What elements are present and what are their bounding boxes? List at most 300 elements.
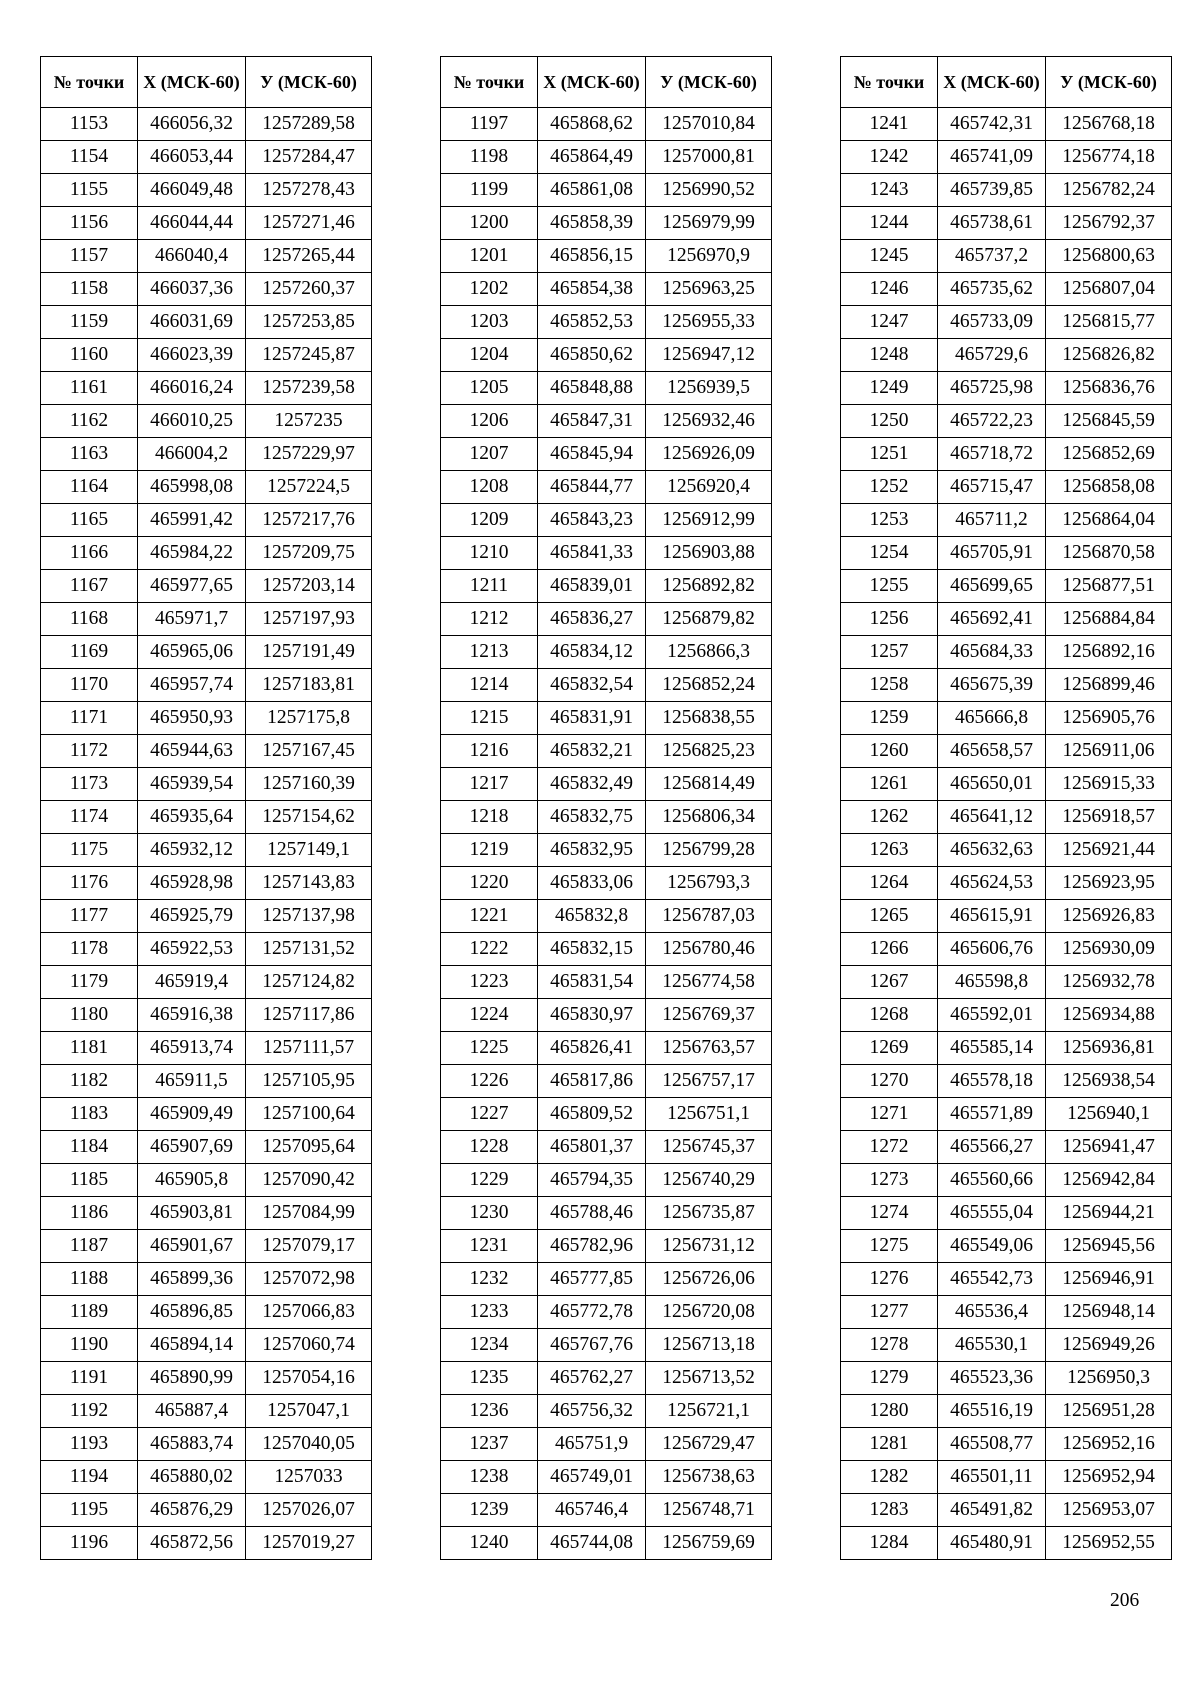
y-coordinate-cell: 1256926,09 xyxy=(646,438,772,471)
table-row xyxy=(441,603,772,636)
table-row xyxy=(441,570,772,603)
x-coordinate-cell: 465744,08 xyxy=(538,1527,646,1560)
y-coordinate-cell: 1256735,87 xyxy=(646,1197,772,1230)
y-coordinate-cell: 1257019,27 xyxy=(246,1527,372,1560)
point-number-cell: 1208 xyxy=(441,471,538,504)
x-coordinate-cell: 465830,97 xyxy=(538,999,646,1032)
point-number-cell: 1262 xyxy=(841,801,938,834)
point-number-cell: 1232 xyxy=(441,1263,538,1296)
point-number-cell: 1204 xyxy=(441,339,538,372)
header-x-coordinate: X (МСК-60) xyxy=(138,57,246,108)
y-coordinate-cell: 1256920,4 xyxy=(646,471,772,504)
table-row xyxy=(841,1131,1172,1164)
table-row xyxy=(441,306,772,339)
x-coordinate-cell: 465692,41 xyxy=(938,603,1046,636)
y-coordinate-cell: 1256921,44 xyxy=(1046,834,1172,867)
x-coordinate-cell: 465480,91 xyxy=(938,1527,1046,1560)
table-row xyxy=(41,1098,372,1131)
point-number-cell: 1269 xyxy=(841,1032,938,1065)
x-coordinate-cell: 465944,63 xyxy=(138,735,246,768)
point-number-cell: 1267 xyxy=(841,966,938,999)
table-row xyxy=(41,735,372,768)
table-row xyxy=(441,834,772,867)
y-coordinate-cell: 1256952,16 xyxy=(1046,1428,1172,1461)
table-row xyxy=(841,339,1172,372)
y-coordinate-cell: 1256930,09 xyxy=(1046,933,1172,966)
y-coordinate-cell: 1256884,84 xyxy=(1046,603,1172,636)
point-number-cell: 1253 xyxy=(841,504,938,537)
table-row xyxy=(41,372,372,405)
table-row xyxy=(441,1098,772,1131)
y-coordinate-cell: 1256945,56 xyxy=(1046,1230,1172,1263)
table-row xyxy=(41,537,372,570)
x-coordinate-cell: 465756,32 xyxy=(538,1395,646,1428)
point-number-cell: 1210 xyxy=(441,537,538,570)
x-coordinate-cell: 465809,52 xyxy=(538,1098,646,1131)
table-row xyxy=(441,240,772,273)
y-coordinate-cell: 1256836,76 xyxy=(1046,372,1172,405)
x-coordinate-cell: 465566,27 xyxy=(938,1131,1046,1164)
point-number-cell: 1282 xyxy=(841,1461,938,1494)
y-coordinate-cell: 1256923,95 xyxy=(1046,867,1172,900)
table-row xyxy=(441,867,772,900)
x-coordinate-cell: 465832,54 xyxy=(538,669,646,702)
x-coordinate-cell: 465542,73 xyxy=(938,1263,1046,1296)
y-coordinate-cell: 1257289,58 xyxy=(246,108,372,141)
x-coordinate-cell: 465729,6 xyxy=(938,339,1046,372)
point-number-cell: 1227 xyxy=(441,1098,538,1131)
x-coordinate-cell: 465832,95 xyxy=(538,834,646,867)
coordinate-table-2 xyxy=(440,56,772,1560)
table-row xyxy=(41,834,372,867)
table-row xyxy=(41,438,372,471)
x-coordinate-cell: 465957,74 xyxy=(138,669,246,702)
point-number-cell: 1261 xyxy=(841,768,938,801)
table-row xyxy=(441,339,772,372)
table-row xyxy=(41,702,372,735)
point-number-cell: 1199 xyxy=(441,174,538,207)
y-coordinate-cell: 1257224,5 xyxy=(246,471,372,504)
y-coordinate-cell: 1257117,86 xyxy=(246,999,372,1032)
y-coordinate-cell: 1256738,63 xyxy=(646,1461,772,1494)
y-coordinate-cell: 1256768,18 xyxy=(1046,108,1172,141)
page-number: 206 xyxy=(1110,1590,1140,1611)
y-coordinate-cell: 1257149,1 xyxy=(246,834,372,867)
x-coordinate-cell: 465725,98 xyxy=(938,372,1046,405)
table-row xyxy=(41,966,372,999)
y-coordinate-cell: 1256793,3 xyxy=(646,867,772,900)
table-row xyxy=(841,999,1172,1032)
y-coordinate-cell: 1256938,54 xyxy=(1046,1065,1172,1098)
table-row xyxy=(441,1263,772,1296)
table-row xyxy=(41,306,372,339)
y-coordinate-cell: 1257026,07 xyxy=(246,1494,372,1527)
x-coordinate-cell: 465839,01 xyxy=(538,570,646,603)
point-number-cell: 1257 xyxy=(841,636,938,669)
table-row xyxy=(41,999,372,1032)
header-y-coordinate: У (МСК-60) xyxy=(246,57,372,108)
y-coordinate-cell: 1256731,12 xyxy=(646,1230,772,1263)
table-row xyxy=(441,768,772,801)
x-coordinate-cell: 465841,33 xyxy=(538,537,646,570)
x-coordinate-cell: 465675,39 xyxy=(938,669,1046,702)
x-coordinate-cell: 465585,14 xyxy=(938,1032,1046,1065)
y-coordinate-cell: 1256763,57 xyxy=(646,1032,772,1065)
table-row xyxy=(41,1527,372,1560)
x-coordinate-cell: 465850,62 xyxy=(538,339,646,372)
table-row xyxy=(841,1164,1172,1197)
x-coordinate-cell: 465939,54 xyxy=(138,768,246,801)
y-coordinate-cell: 1256780,46 xyxy=(646,933,772,966)
table-row xyxy=(841,1296,1172,1329)
table-row xyxy=(841,1032,1172,1065)
point-number-cell: 1284 xyxy=(841,1527,938,1560)
point-number-cell: 1191 xyxy=(41,1362,138,1395)
y-coordinate-cell: 1256912,99 xyxy=(646,504,772,537)
table-row xyxy=(841,1197,1172,1230)
y-coordinate-cell: 1257154,62 xyxy=(246,801,372,834)
x-coordinate-cell: 465854,38 xyxy=(538,273,646,306)
point-number-cell: 1223 xyxy=(441,966,538,999)
y-coordinate-cell: 1257229,97 xyxy=(246,438,372,471)
table-row xyxy=(441,372,772,405)
point-number-cell: 1189 xyxy=(41,1296,138,1329)
x-coordinate-cell: 465872,56 xyxy=(138,1527,246,1560)
y-coordinate-cell: 1257054,16 xyxy=(246,1362,372,1395)
table-body xyxy=(41,108,372,1560)
x-coordinate-cell: 465722,23 xyxy=(938,405,1046,438)
table-row xyxy=(441,636,772,669)
point-number-cell: 1195 xyxy=(41,1494,138,1527)
point-number-cell: 1281 xyxy=(841,1428,938,1461)
x-coordinate-cell: 465935,64 xyxy=(138,801,246,834)
y-coordinate-cell: 1256926,83 xyxy=(1046,900,1172,933)
table-row xyxy=(441,1395,772,1428)
table-row xyxy=(841,1428,1172,1461)
x-coordinate-cell: 465890,99 xyxy=(138,1362,246,1395)
point-number-cell: 1255 xyxy=(841,570,938,603)
x-coordinate-cell: 465831,91 xyxy=(538,702,646,735)
point-number-cell: 1164 xyxy=(41,471,138,504)
table-row xyxy=(841,273,1172,306)
point-number-cell: 1235 xyxy=(441,1362,538,1395)
table-row xyxy=(441,471,772,504)
x-coordinate-cell: 466053,44 xyxy=(138,141,246,174)
point-number-cell: 1229 xyxy=(441,1164,538,1197)
x-coordinate-cell: 465738,61 xyxy=(938,207,1046,240)
x-coordinate-cell: 465832,21 xyxy=(538,735,646,768)
table-row xyxy=(841,603,1172,636)
y-coordinate-cell: 1256759,69 xyxy=(646,1527,772,1560)
x-coordinate-cell: 465868,62 xyxy=(538,108,646,141)
table-row xyxy=(41,1395,372,1428)
point-number-cell: 1250 xyxy=(841,405,938,438)
point-number-cell: 1279 xyxy=(841,1362,938,1395)
y-coordinate-cell: 1257253,85 xyxy=(246,306,372,339)
point-number-cell: 1177 xyxy=(41,900,138,933)
table-row xyxy=(441,702,772,735)
y-coordinate-cell: 1256845,59 xyxy=(1046,405,1172,438)
point-number-cell: 1187 xyxy=(41,1230,138,1263)
x-coordinate-cell: 465598,8 xyxy=(938,966,1046,999)
table-row xyxy=(441,108,772,141)
x-coordinate-cell: 465832,15 xyxy=(538,933,646,966)
y-coordinate-cell: 1257191,49 xyxy=(246,636,372,669)
point-number-cell: 1226 xyxy=(441,1065,538,1098)
table-row xyxy=(841,1230,1172,1263)
table-row xyxy=(441,999,772,1032)
point-number-cell: 1170 xyxy=(41,669,138,702)
y-coordinate-cell: 1257278,43 xyxy=(246,174,372,207)
point-number-cell: 1243 xyxy=(841,174,938,207)
x-coordinate-cell: 465909,49 xyxy=(138,1098,246,1131)
y-coordinate-cell: 1257260,37 xyxy=(246,273,372,306)
table-header xyxy=(41,57,372,108)
y-coordinate-cell: 1256946,91 xyxy=(1046,1263,1172,1296)
point-number-cell: 1241 xyxy=(841,108,938,141)
table-row xyxy=(441,1164,772,1197)
header-point-number: № точки xyxy=(441,57,538,108)
point-number-cell: 1242 xyxy=(841,141,938,174)
y-coordinate-cell: 1257175,8 xyxy=(246,702,372,735)
table-body xyxy=(441,108,772,1560)
table-row xyxy=(841,702,1172,735)
table-row xyxy=(41,1032,372,1065)
point-number-cell: 1239 xyxy=(441,1494,538,1527)
x-coordinate-cell: 465832,49 xyxy=(538,768,646,801)
x-coordinate-cell: 465739,85 xyxy=(938,174,1046,207)
x-coordinate-cell: 465919,4 xyxy=(138,966,246,999)
x-coordinate-cell: 465699,65 xyxy=(938,570,1046,603)
y-coordinate-cell: 1256949,26 xyxy=(1046,1329,1172,1362)
point-number-cell: 1154 xyxy=(41,141,138,174)
point-number-cell: 1169 xyxy=(41,636,138,669)
point-number-cell: 1230 xyxy=(441,1197,538,1230)
point-number-cell: 1236 xyxy=(441,1395,538,1428)
x-coordinate-cell: 465903,81 xyxy=(138,1197,246,1230)
point-number-cell: 1180 xyxy=(41,999,138,1032)
point-number-cell: 1181 xyxy=(41,1032,138,1065)
y-coordinate-cell: 1256826,82 xyxy=(1046,339,1172,372)
x-coordinate-cell: 465658,57 xyxy=(938,735,1046,768)
y-coordinate-cell: 1257095,64 xyxy=(246,1131,372,1164)
y-coordinate-cell: 1256806,34 xyxy=(646,801,772,834)
x-coordinate-cell: 465977,65 xyxy=(138,570,246,603)
point-number-cell: 1260 xyxy=(841,735,938,768)
x-coordinate-cell: 465742,31 xyxy=(938,108,1046,141)
x-coordinate-cell: 465624,53 xyxy=(938,867,1046,900)
y-coordinate-cell: 1256950,3 xyxy=(1046,1362,1172,1395)
y-coordinate-cell: 1256870,58 xyxy=(1046,537,1172,570)
y-coordinate-cell: 1257040,05 xyxy=(246,1428,372,1461)
point-number-cell: 1256 xyxy=(841,603,938,636)
y-coordinate-cell: 1256944,21 xyxy=(1046,1197,1172,1230)
table-row xyxy=(41,1065,372,1098)
point-number-cell: 1215 xyxy=(441,702,538,735)
table-row xyxy=(841,801,1172,834)
table-row xyxy=(41,1329,372,1362)
y-coordinate-cell: 1256726,06 xyxy=(646,1263,772,1296)
x-coordinate-cell: 465843,23 xyxy=(538,504,646,537)
header-point-number: № точки xyxy=(841,57,938,108)
x-coordinate-cell: 465735,62 xyxy=(938,273,1046,306)
table-row xyxy=(441,669,772,702)
y-coordinate-cell: 1256729,47 xyxy=(646,1428,772,1461)
x-coordinate-cell: 465896,85 xyxy=(138,1296,246,1329)
point-number-cell: 1225 xyxy=(441,1032,538,1065)
table-header xyxy=(441,57,772,108)
table-row xyxy=(441,1296,772,1329)
point-number-cell: 1197 xyxy=(441,108,538,141)
x-coordinate-cell: 465928,98 xyxy=(138,867,246,900)
x-coordinate-cell: 465536,4 xyxy=(938,1296,1046,1329)
header-y-coordinate: У (МСК-60) xyxy=(1046,57,1172,108)
y-coordinate-cell: 1257265,44 xyxy=(246,240,372,273)
table-row xyxy=(41,141,372,174)
x-coordinate-cell: 465788,46 xyxy=(538,1197,646,1230)
y-coordinate-cell: 1257209,75 xyxy=(246,537,372,570)
table-row xyxy=(41,1296,372,1329)
header-point-number: № точки xyxy=(41,57,138,108)
x-coordinate-cell: 465794,35 xyxy=(538,1164,646,1197)
x-coordinate-cell: 465887,4 xyxy=(138,1395,246,1428)
x-coordinate-cell: 465832,8 xyxy=(538,900,646,933)
header-x-coordinate: X (МСК-60) xyxy=(938,57,1046,108)
point-number-cell: 1183 xyxy=(41,1098,138,1131)
y-coordinate-cell: 1256852,24 xyxy=(646,669,772,702)
x-coordinate-cell: 465971,7 xyxy=(138,603,246,636)
coordinate-table-1 xyxy=(40,56,372,1560)
y-coordinate-cell: 1256814,49 xyxy=(646,768,772,801)
table-row xyxy=(841,933,1172,966)
x-coordinate-cell: 466016,24 xyxy=(138,372,246,405)
point-number-cell: 1174 xyxy=(41,801,138,834)
table-row xyxy=(841,438,1172,471)
x-coordinate-cell: 465905,8 xyxy=(138,1164,246,1197)
table-row xyxy=(441,966,772,999)
x-coordinate-cell: 465880,02 xyxy=(138,1461,246,1494)
point-number-cell: 1264 xyxy=(841,867,938,900)
y-coordinate-cell: 1256963,25 xyxy=(646,273,772,306)
point-number-cell: 1188 xyxy=(41,1263,138,1296)
x-coordinate-cell: 465737,2 xyxy=(938,240,1046,273)
y-coordinate-cell: 1256911,06 xyxy=(1046,735,1172,768)
point-number-cell: 1240 xyxy=(441,1527,538,1560)
x-coordinate-cell: 465832,75 xyxy=(538,801,646,834)
table-row xyxy=(441,273,772,306)
y-coordinate-cell: 1256903,88 xyxy=(646,537,772,570)
y-coordinate-cell: 1256748,71 xyxy=(646,1494,772,1527)
x-coordinate-cell: 465894,14 xyxy=(138,1329,246,1362)
y-coordinate-cell: 1256807,04 xyxy=(1046,273,1172,306)
point-number-cell: 1237 xyxy=(441,1428,538,1461)
x-coordinate-cell: 465856,15 xyxy=(538,240,646,273)
point-number-cell: 1268 xyxy=(841,999,938,1032)
x-coordinate-cell: 465523,36 xyxy=(938,1362,1046,1395)
y-coordinate-cell: 1256951,28 xyxy=(1046,1395,1172,1428)
table-row xyxy=(41,768,372,801)
point-number-cell: 1271 xyxy=(841,1098,938,1131)
point-number-cell: 1234 xyxy=(441,1329,538,1362)
point-number-cell: 1220 xyxy=(441,867,538,900)
point-number-cell: 1280 xyxy=(841,1395,938,1428)
table-row xyxy=(441,537,772,570)
header-x-coordinate: X (МСК-60) xyxy=(538,57,646,108)
y-coordinate-cell: 1256952,55 xyxy=(1046,1527,1172,1560)
point-number-cell: 1193 xyxy=(41,1428,138,1461)
table-row xyxy=(841,504,1172,537)
point-number-cell: 1202 xyxy=(441,273,538,306)
table-row xyxy=(441,900,772,933)
point-number-cell: 1166 xyxy=(41,537,138,570)
x-coordinate-cell: 466010,25 xyxy=(138,405,246,438)
y-coordinate-cell: 1257217,76 xyxy=(246,504,372,537)
point-number-cell: 1194 xyxy=(41,1461,138,1494)
y-coordinate-cell: 1256970,9 xyxy=(646,240,772,273)
point-number-cell: 1176 xyxy=(41,867,138,900)
point-number-cell: 1248 xyxy=(841,339,938,372)
y-coordinate-cell: 1257160,39 xyxy=(246,768,372,801)
y-coordinate-cell: 1256838,55 xyxy=(646,702,772,735)
table-row xyxy=(841,966,1172,999)
y-coordinate-cell: 1256892,82 xyxy=(646,570,772,603)
point-number-cell: 1221 xyxy=(441,900,538,933)
table-row xyxy=(441,1527,772,1560)
y-coordinate-cell: 1257271,46 xyxy=(246,207,372,240)
point-number-cell: 1258 xyxy=(841,669,938,702)
x-coordinate-cell: 465847,31 xyxy=(538,405,646,438)
table-row xyxy=(841,108,1172,141)
x-coordinate-cell: 465508,77 xyxy=(938,1428,1046,1461)
y-coordinate-cell: 1256713,18 xyxy=(646,1329,772,1362)
x-coordinate-cell: 465991,42 xyxy=(138,504,246,537)
table-row xyxy=(841,1527,1172,1560)
y-coordinate-cell: 1256940,1 xyxy=(1046,1098,1172,1131)
x-coordinate-cell: 466056,32 xyxy=(138,108,246,141)
point-number-cell: 1245 xyxy=(841,240,938,273)
table-row xyxy=(41,174,372,207)
y-coordinate-cell: 1256892,16 xyxy=(1046,636,1172,669)
table-row xyxy=(841,636,1172,669)
point-number-cell: 1277 xyxy=(841,1296,938,1329)
point-number-cell: 1168 xyxy=(41,603,138,636)
table-row xyxy=(841,867,1172,900)
table-row xyxy=(41,108,372,141)
point-number-cell: 1185 xyxy=(41,1164,138,1197)
y-coordinate-cell: 1257284,47 xyxy=(246,141,372,174)
x-coordinate-cell: 465844,77 xyxy=(538,471,646,504)
x-coordinate-cell: 465718,72 xyxy=(938,438,1046,471)
table-row xyxy=(441,174,772,207)
point-number-cell: 1211 xyxy=(441,570,538,603)
y-coordinate-cell: 1256782,24 xyxy=(1046,174,1172,207)
point-number-cell: 1273 xyxy=(841,1164,938,1197)
x-coordinate-cell: 466044,44 xyxy=(138,207,246,240)
y-coordinate-cell: 1257239,58 xyxy=(246,372,372,405)
table-row xyxy=(41,1197,372,1230)
table-row xyxy=(41,273,372,306)
point-number-cell: 1207 xyxy=(441,438,538,471)
point-number-cell: 1163 xyxy=(41,438,138,471)
x-coordinate-cell: 465641,12 xyxy=(938,801,1046,834)
x-coordinate-cell: 465711,2 xyxy=(938,504,1046,537)
table-row xyxy=(41,603,372,636)
y-coordinate-cell: 1257090,42 xyxy=(246,1164,372,1197)
point-number-cell: 1238 xyxy=(441,1461,538,1494)
table-row xyxy=(41,1494,372,1527)
table-row xyxy=(41,933,372,966)
x-coordinate-cell: 465571,89 xyxy=(938,1098,1046,1131)
